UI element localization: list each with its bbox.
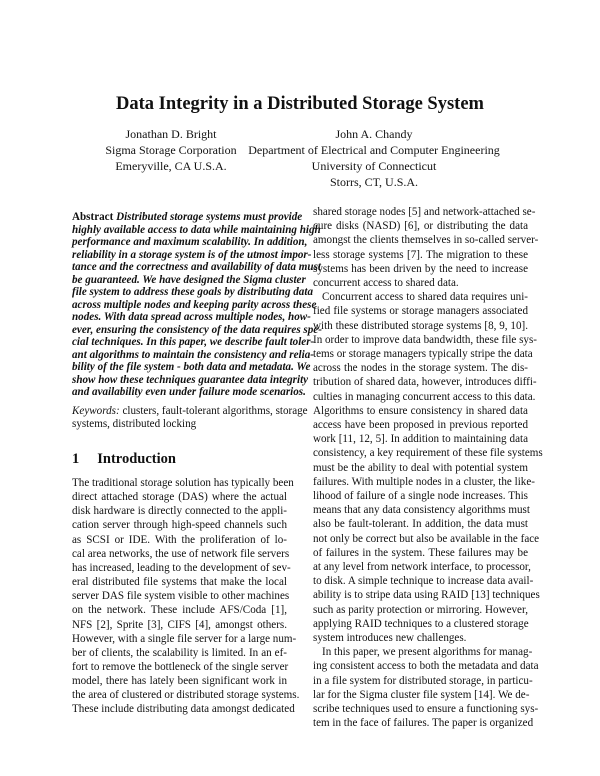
text-line <box>72 248 312 262</box>
text-line-content: lar for the Sigma cluster file system [14]. We de- <box>313 688 530 701</box>
text-line <box>313 404 528 418</box>
text-line <box>72 261 321 274</box>
text-line <box>313 375 537 389</box>
text-line <box>313 702 539 716</box>
text-line <box>72 223 321 237</box>
text-line-content: bility of the file system - both data and metadata. We <box>72 361 311 373</box>
text-line <box>313 333 537 347</box>
text-line <box>72 632 297 646</box>
text-line <box>72 298 317 312</box>
text-line-content: tance and the correctness and availability of data must <box>72 261 321 273</box>
text-line <box>313 588 540 602</box>
text-line <box>72 417 287 431</box>
text-line-content: concurrent access to shared data. <box>313 277 459 289</box>
text-line-content: file system to address these goals by distributing data <box>72 286 313 298</box>
text-line <box>72 490 287 504</box>
text-line-content: in a file system for distributed storage, in particu- <box>313 674 533 687</box>
author-affiliation: University of Connecticut <box>311 159 437 173</box>
text-line-content: performance and maximum scalability. In addition, <box>72 236 308 248</box>
text-line <box>72 361 311 374</box>
text-line <box>313 489 528 503</box>
text-line-content: fied file systems or storage managers associated <box>313 305 528 318</box>
text-line-content: These include distributing data amongst dedicated <box>72 703 295 716</box>
author-affiliation: Sigma Storage Corporation <box>105 143 237 157</box>
text-line <box>313 546 528 560</box>
text-line-content: on the network. These include AFS/Coda [1], <box>72 604 287 617</box>
text-line <box>313 347 533 361</box>
text-line-content: as SCSI or IDE. With the proliferation of lo- <box>72 533 287 546</box>
text-line-content: and availability even under failure mode scenarios. <box>72 386 306 398</box>
text-line-content: ber of clients, the scalability is limited. In an ef- <box>72 646 287 659</box>
text-line <box>313 659 539 673</box>
text-line-content: across the nodes in the storage system. The dis- <box>313 362 528 375</box>
text-line <box>72 373 309 387</box>
text-line-content: ant algorithms to maintain the consistency and relia- <box>72 348 314 361</box>
text-line-content: shared storage nodes [5] and network-attached se- <box>313 206 536 218</box>
text-line-content: has increased, leading to the development of sev- <box>72 561 291 574</box>
text-line-content: The traditional storage solution has typically been <box>72 477 294 489</box>
text-line-content: cation server through high-speed channels such <box>72 519 287 532</box>
section-title: Introduction <box>97 451 176 467</box>
text-line-content: However, with a single file server for a large num- <box>72 632 297 645</box>
text-line <box>313 716 534 730</box>
text-line-content: must be the ability to deal with potential system <box>313 461 528 474</box>
text-line-content: ing consistent access to both the metadata and data <box>313 660 539 673</box>
text-line-content: highly available access to data while maintaining high <box>72 223 321 236</box>
text-line-content: work [11, 12, 5]. In addition to maintaining data <box>313 433 528 446</box>
text-line <box>313 475 535 489</box>
text-line <box>72 476 294 490</box>
author-block-chandy <box>248 126 500 190</box>
text-line-content: tribution of shared data, however, introduces diffi- <box>313 376 537 389</box>
text-line <box>313 446 543 460</box>
text-line-content: Concurrent access to shared data requires uni- <box>322 291 528 304</box>
text-line-content: the area of clustered or distributed storage systems. <box>72 689 300 702</box>
text-line <box>72 311 311 324</box>
text-line-content: nodes. With data spread across multiple nodes, how- <box>72 311 311 323</box>
text-line-content: not only be correct but also be available in the face <box>313 532 540 545</box>
text-line-content: Distributed storage systems must provide <box>116 211 303 223</box>
text-line <box>313 248 528 262</box>
text-line <box>72 348 314 362</box>
text-line <box>72 603 287 617</box>
label: Keywords: <box>72 405 120 417</box>
text-line <box>72 273 306 287</box>
text-line-content: Algorithms to ensure consistency in shared data <box>313 404 528 417</box>
author-department: Department of Electrical and Computer Engineering <box>248 143 500 157</box>
text-line-content: system introduces new challenges. <box>313 632 467 644</box>
text-line <box>313 361 528 375</box>
text-line <box>72 211 303 224</box>
text-line <box>72 674 287 688</box>
text-line <box>313 304 528 318</box>
text-line-content: access have been proposed in previous reported <box>313 419 528 431</box>
text-line-content: reliability in a storage system is of the utmost impor- <box>72 248 312 261</box>
text-line <box>72 561 291 575</box>
text-line-content: tems or storage managers typically stripe the data <box>313 348 533 360</box>
text-line-content: applying RAID techniques to a clustered storage <box>313 617 529 630</box>
text-line <box>72 618 287 632</box>
text-line <box>313 319 528 333</box>
text-line <box>72 336 315 349</box>
text-line <box>72 533 287 547</box>
text-line <box>313 674 533 688</box>
text-line-content: NFS [2], Sprite [3], CIFS [4], amongst others. <box>72 618 287 631</box>
section-number: 1 <box>72 451 80 467</box>
text-line <box>313 517 528 531</box>
text-line-content: means that any data consistency algorithms must <box>313 504 530 517</box>
text-line <box>72 688 300 702</box>
text-line <box>72 589 290 603</box>
text-line-content: systems, distributed locking <box>72 418 197 431</box>
text-line <box>313 574 534 588</box>
text-line <box>72 386 306 399</box>
label: Abstract <box>72 211 114 223</box>
text-line <box>313 262 528 276</box>
text-line <box>313 276 528 290</box>
text-line-content: In order to improve data bandwidth, these file sys- <box>313 333 537 346</box>
text-line-content: of failures in the system. These failures may be <box>313 546 528 559</box>
author-name: John A. Chandy <box>335 127 413 141</box>
text-line-content: disk hardware is directly connected to the appli- <box>72 505 287 518</box>
text-line-content: model, there has lately been significant work in <box>72 675 287 688</box>
text-line <box>72 504 287 518</box>
text-line-content: less storage systems [7]. The migration to these <box>313 248 528 261</box>
text-line <box>72 286 313 299</box>
text-line <box>313 290 528 304</box>
paper-title: Data Integrity in a Distributed Storage System <box>116 94 484 114</box>
text-line <box>72 646 287 660</box>
text-line <box>313 461 528 475</box>
text-line-content: In this paper, we present algorithms for manag- <box>322 646 533 659</box>
text-line-content: scribe techniques used to ensure a functioning sys- <box>313 703 539 715</box>
text-line-content: cure disks (NASD) [6], or distributing the data <box>313 220 528 233</box>
text-line-content: also be fault-tolerant. In addition, the data must <box>313 518 528 531</box>
text-line <box>313 603 528 617</box>
text-line <box>313 688 528 702</box>
text-line <box>313 219 528 233</box>
text-line-content: at any level from network interface, to processor, <box>313 561 531 573</box>
text-line-content: consistency, a key requirement of these file systems <box>313 447 543 460</box>
text-line <box>313 418 528 432</box>
text-line-content: such as parity protection or mirroring. However, <box>313 603 528 616</box>
text-line-content: failures. With multiple nodes in a cluster, the like- <box>313 475 535 488</box>
text-line <box>72 702 295 716</box>
text-line <box>313 390 536 404</box>
section-heading-introduction <box>72 451 176 468</box>
text-line-content: systems has been driven by the need to increase <box>313 262 528 275</box>
text-line <box>72 547 290 561</box>
text-line <box>72 404 308 418</box>
text-line-content: tem in the face of failures. The paper is organized <box>313 717 534 730</box>
text-line-content: cal area networks, the use of network file servers <box>72 547 290 560</box>
text-line <box>313 560 531 574</box>
text-line <box>313 233 539 247</box>
text-line-content: eral distributed file systems that make the local <box>72 576 287 589</box>
text-line-content: ability is to stripe data using RAID [13] techniques <box>313 589 540 602</box>
text-line-content: amongst the clients themselves in so-called server- <box>313 234 539 247</box>
text-line-content: clusters, fault-tolerant algorithms, storage <box>122 405 308 417</box>
text-line-content: lihood of failure of a single node increases. This <box>313 490 528 502</box>
text-line-content: server DAS file system visible to other machines <box>72 590 290 603</box>
text-line <box>313 205 536 219</box>
author-block-bright <box>100 126 242 174</box>
text-line-content: to disk. A simple technique to increase data avail- <box>313 575 534 588</box>
text-line <box>313 532 540 546</box>
author-location: Storrs, CT, U.S.A. <box>329 175 419 189</box>
text-line-content: across multiple nodes and keeping parity across these <box>72 298 317 311</box>
text-line <box>72 575 287 589</box>
text-line-content: culties in managing concurrent access to this data. <box>313 390 536 403</box>
text-line <box>72 518 287 532</box>
text-line-content: be guaranteed. We have designed the Sigma cluster <box>72 273 306 286</box>
text-line-content: ever, ensuring the consistency of the data requires spe- <box>72 323 322 336</box>
text-line-content: show how these techniques guarantee data integrity <box>72 373 309 386</box>
text-line <box>313 645 533 659</box>
text-line <box>313 617 528 631</box>
text-line <box>72 323 322 337</box>
text-line-content: cial techniques. In this paper, we describe fault toler- <box>72 336 315 348</box>
author-location: Emeryville, CA U.S.A. <box>115 159 227 173</box>
text-line-content: direct attached storage (DAS) where the actual <box>72 491 287 504</box>
text-line <box>313 432 528 446</box>
text-line <box>72 236 308 249</box>
text-line-content: with these distributed storage systems [8, 9, 10]. <box>313 319 528 332</box>
text-line <box>313 631 528 645</box>
text-line-content: fort to remove the bottleneck of the single server <box>72 660 289 673</box>
author-name: Jonathan D. Bright <box>125 127 217 141</box>
text-line <box>72 660 287 674</box>
text-line <box>313 503 528 517</box>
